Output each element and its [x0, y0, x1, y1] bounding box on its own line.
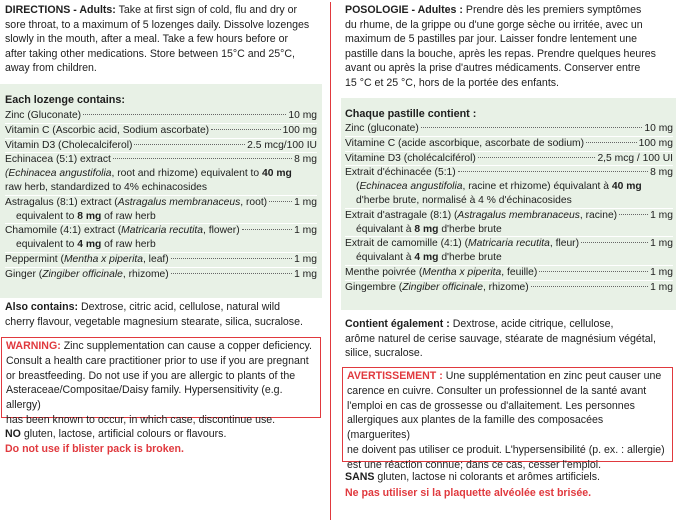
ingredient-text: 8 mg [77, 210, 102, 222]
ingredient-amount: 100 mg [282, 124, 317, 136]
ingredient-label [345, 237, 579, 251]
ingredient-text: 4 mg [414, 252, 439, 264]
free-from-statement: NO gluten, lactose, artificial colours or flavours. [5, 428, 227, 440]
ingredient-text: Gingembre ( [345, 281, 403, 293]
ingredient-text: Extrait d'échinacée (5:1) [345, 167, 456, 179]
ingredient-text: Ginger ( [5, 268, 43, 280]
ingredients-panel [0, 84, 322, 298]
ingredient-text: Vitamine C (acide ascorbique, ascorbate de sodium) [345, 137, 585, 149]
dot-leader [619, 214, 648, 215]
also-contains-label: Also contains: [5, 301, 78, 313]
ingredient-item [345, 208, 673, 237]
dot-leader [269, 201, 292, 202]
ingredient-text: of raw herb [101, 239, 156, 251]
ingredient-amount: 1 mg [294, 253, 317, 265]
ingredient-item [345, 280, 673, 295]
ingredient-text: , root and rhizome) equivalent to [111, 168, 263, 180]
ingredient-amount: 1 mg [650, 266, 673, 278]
ingredient-label [345, 281, 529, 295]
contient-line: arôme naturel de cerise sauvage, stéarate de magnésium végétal, [345, 332, 656, 345]
posologie-line: 15 °C et 25 °C, hors de la portée des enfants. [345, 76, 560, 89]
ingredient-line [345, 194, 673, 208]
ingredient-amount: 8 mg [650, 167, 673, 179]
ingredient-label [356, 195, 572, 206]
ingredient-line [345, 137, 673, 151]
also-contains-line: cherry flavour, vegetable magnesium stearate, silica, sucralose. [5, 315, 303, 328]
dot-leader [421, 127, 643, 128]
ingredient-item [345, 151, 673, 166]
free-from-label: NO [5, 428, 21, 440]
directions-label: DIRECTIONS - Adults: [5, 4, 116, 16]
blister-warning: Do not use if blister pack is broken. [5, 443, 184, 455]
contient-line: Contient également : Dextrose, acide citrique, cellulose, [345, 318, 614, 330]
column-divider [330, 2, 331, 520]
ingredient-text: Peppermint ( [5, 253, 64, 265]
ingredient-item [5, 138, 317, 153]
ingredient-line [345, 237, 673, 251]
posologie-line: pastille dans la bouche, après les repas. Prendre quelques heures [345, 47, 656, 60]
ingredient-text: , racine) [579, 209, 618, 221]
ingredient-amount: 10 mg [644, 123, 673, 134]
directions-section [5, 3, 309, 76]
ingredient-label [5, 253, 169, 267]
ingredient-text: Mentha x piperita [422, 266, 502, 278]
avertissement-line: ne doivent pas utiliser ce produit. L'hypersensibilité (p. ex. : allergie) [347, 443, 665, 456]
dot-leader [586, 142, 637, 143]
ingredient-amount: 10 mg [288, 110, 317, 121]
ingredient-text: Chamomile (4:1) extract ( [5, 225, 122, 237]
avertissement-line: est une réaction connue; dans ce cas, cesser l'emploi. [347, 458, 602, 471]
ingredient-text: , feuille) [501, 266, 538, 278]
ingredient-text: , leaf) [142, 253, 169, 265]
ingredient-label [345, 152, 476, 166]
dot-leader [478, 157, 596, 158]
ingredient-text: d'herbe brute [438, 223, 502, 235]
ingredient-line [5, 253, 317, 267]
ingredient-text: d'herbe brute, normalisé à 4 % d'échinacosides [356, 194, 572, 206]
ingredient-item [5, 152, 317, 194]
ingredient-text: , rhizome) [482, 281, 529, 293]
ingredient-item [345, 265, 673, 280]
ingredient-text: Mentha x piperita [63, 253, 143, 265]
ingredient-item [345, 165, 673, 207]
ingredient-item [345, 122, 673, 136]
ingredient-item [5, 267, 317, 282]
ingredient-amount: 1 mg [650, 209, 673, 221]
ingredient-label [345, 122, 419, 136]
avertissement-box [342, 367, 673, 471]
ingredient-text: raw herb, standardized to 4% echinacosides [5, 181, 208, 193]
ingredient-text: Extrait de camomille (4:1) ( [345, 238, 469, 250]
dot-leader [171, 258, 292, 259]
directions-line: away from children. [5, 62, 97, 75]
ingredient-text: , root) [240, 196, 268, 208]
ingredient-label [5, 168, 292, 179]
ingredient-label [356, 181, 642, 192]
warning-box [1, 337, 321, 426]
ingredient-text: Menthe poivrée ( [345, 266, 423, 278]
english-column [0, 0, 322, 521]
ingredient-label [345, 137, 584, 151]
ingredient-text: Extrait d'astragale (8:1) ( [345, 209, 458, 221]
ingredient-amount: 2.5 mcg/100 IU [247, 139, 317, 151]
ingredient-text: equivalent to [16, 210, 78, 222]
ingredient-line [345, 281, 673, 295]
warning-label: WARNING: [6, 340, 61, 352]
ingredient-text: Astragalus membranaceus [117, 196, 241, 208]
ingredient-label [5, 153, 111, 167]
posologie-label: POSOLOGIE - Adultes : [345, 4, 463, 16]
ingredient-amount: 1 mg [650, 238, 673, 250]
dot-leader [113, 158, 292, 159]
ingredient-amount: 1 mg [294, 196, 317, 208]
avertissement-line: allergiques aux plantes de la famille des composacées (marguerites) [347, 414, 604, 442]
ingredients-list-fr [345, 122, 673, 295]
sans-statement: SANS gluten, lactose ni colorants et arômes artificiels. [345, 471, 600, 483]
ingredient-label [356, 252, 502, 263]
directions-line: after taking other medications. Store between 15°C and 25°C, [5, 47, 295, 60]
dot-leader [171, 273, 292, 274]
ingredient-amount: 1 mg [294, 225, 317, 237]
ingredient-item [5, 223, 317, 252]
ingredient-line [5, 210, 317, 224]
ingredient-text: d'herbe brute [438, 252, 502, 264]
avertissement-line: l'emploi en cas de grossesse ou d'allaitement. Les personnes [347, 399, 635, 412]
warning-line: Consult a health care practitioner prior to use if you are pregnant [6, 354, 309, 367]
ingredient-amount: 100 mg [638, 137, 673, 149]
ingredient-label [5, 124, 209, 138]
ingredient-text: Zingiber officinale [402, 281, 483, 293]
ingredient-amount: 8 mg [294, 154, 317, 166]
ingredient-text: Astragalus (8:1) extract ( [5, 196, 118, 208]
ingredient-line [345, 266, 673, 280]
ingredient-text: Zinc (gluconate) [345, 123, 419, 134]
ingredient-line [345, 166, 673, 180]
ingredient-item [5, 123, 317, 138]
ingredient-label [16, 211, 156, 222]
directions-line: sore throat, to a maximum of 5 lozenges daily. Dissolve lozenges [5, 18, 310, 31]
ingredients-heading: Each lozenge contains: [5, 94, 125, 106]
dot-leader [134, 144, 245, 145]
ingredient-item [5, 252, 317, 267]
posologie-line: avant ou après la prise d'autres médicaments. Conserver entre [345, 62, 641, 75]
ingredient-label [5, 196, 267, 210]
ingredient-text: Zinc (Gluconate) [5, 110, 82, 121]
ingredient-line [5, 139, 317, 153]
ingredient-line [5, 224, 317, 238]
ingredient-line [345, 209, 673, 223]
ingredient-text: Astragalus membranaceus [457, 209, 580, 221]
posologie-line: POSOLOGIE - Adultes : Prendre dès les premiers symptômes [345, 4, 642, 16]
ingredient-item [5, 195, 317, 224]
ingredient-text: 40 mg [262, 168, 292, 180]
ingredient-line [5, 268, 317, 282]
sans-label: SANS [345, 471, 375, 483]
dot-leader [581, 242, 648, 243]
also-contains-section [5, 300, 303, 329]
ingredient-item [5, 109, 317, 123]
ingredients-panel-fr [341, 98, 676, 310]
ingredient-line [345, 122, 673, 136]
warning-line: has been known to occur, in which case, discontinue use. [6, 413, 276, 426]
ingredients-list [5, 109, 317, 282]
contient-label: Contient également : [345, 318, 450, 330]
avertissement-line: AVERTISSEMENT : Une supplémentation en zinc peut causer une [347, 370, 662, 382]
ingredient-line [345, 152, 673, 166]
avertissement-label: AVERTISSEMENT : [347, 370, 443, 382]
ingredient-text: équivalant à [356, 252, 415, 264]
ingredient-item [345, 136, 673, 151]
ingredient-text: Matricaria recutita [468, 238, 550, 250]
ingredient-text: Matricaria recutita [121, 225, 203, 237]
ingredient-text: , racine et rhizome) équivalant à [462, 181, 612, 193]
ingredient-text: equivalent to [16, 239, 78, 251]
dot-leader [458, 171, 648, 172]
posologie-section [345, 3, 656, 91]
contient-egalement-section [345, 317, 656, 361]
ingredient-amount: 1 mg [294, 268, 317, 280]
ingredient-label [345, 166, 456, 180]
warning-line: or breastfeeding. Do not use if you are allergic to plants of the [6, 369, 296, 382]
ingredient-text: Vitamin D3 (Cholecalciferol) [5, 139, 133, 151]
ingredient-line [5, 196, 317, 210]
contient-line: silice, sucralose. [345, 347, 423, 360]
ingredient-label [345, 266, 537, 280]
ingredient-amount: 1 mg [650, 281, 673, 293]
ingredient-line [5, 124, 317, 138]
ingredient-line [5, 153, 317, 167]
warning-text [2, 338, 320, 428]
ingredient-label [5, 224, 240, 238]
ingredient-label [5, 268, 169, 282]
ingredient-text: , rhizome) [122, 268, 169, 280]
ingredient-line [5, 238, 317, 252]
ingredient-text: , flower) [203, 225, 240, 237]
french-column [341, 0, 677, 521]
warning-line: WARNING: Zinc supplementation can cause a copper deficiency. [6, 340, 312, 352]
ingredient-text: Zingiber officinale [42, 268, 123, 280]
ingredient-label [356, 224, 502, 235]
ingredient-label [5, 109, 81, 123]
plaquette-warning: Ne pas utiliser si la plaquette alvéolée est brisée. [345, 487, 592, 499]
avertissement-line: carence en cuivre. Consulter un professionnel de la santé avant [347, 384, 647, 397]
dot-leader [242, 229, 292, 230]
dot-leader [211, 129, 281, 130]
ingredient-text: , fleur) [549, 238, 580, 250]
posologie-line: maximum de 5 pastilles par jour. Laisser fondre lentement une [345, 33, 638, 46]
ingredient-text: Echinacea angustifolia [359, 181, 463, 193]
ingredient-line [345, 251, 673, 265]
ingredient-label [16, 239, 156, 250]
also-contains-line: Also contains: Dextrose, citric acid, cellulose, natural wild [5, 301, 280, 313]
avertissement-text [343, 368, 672, 473]
ingredient-label [345, 209, 617, 223]
ingredient-text: of raw herb [101, 210, 156, 222]
ingredient-line [5, 167, 317, 181]
ingredient-text: équivalant à [356, 223, 415, 235]
ingredient-label [5, 182, 207, 193]
ingredient-item [345, 236, 673, 265]
dot-leader [539, 271, 648, 272]
ingredients-heading-fr: Chaque pastille contient : [345, 108, 477, 120]
ingredient-text: (Echinacea angustifolia [5, 168, 112, 180]
ingredient-text: Vitamin C (Ascorbic acid, Sodium ascorbate) [5, 124, 210, 136]
ingredient-line [5, 109, 317, 123]
ingredient-amount: 2,5 mcg / 100 UI [597, 152, 673, 164]
directions-line: slowly in the mouth, after a meal. Take a few hours before or [5, 33, 289, 46]
dot-leader [531, 286, 648, 287]
ingredient-line [5, 181, 317, 195]
ingredient-line [345, 180, 673, 194]
ingredient-text: 8 mg [414, 223, 439, 235]
ingredient-text: 40 mg [611, 181, 642, 193]
ingredient-text: Echinacea (5:1) extract [5, 154, 111, 166]
posologie-line: du rhume, de la grippe ou d'une gorge sèche ou irritée, avec un [345, 18, 643, 31]
ingredient-text: 4 mg [77, 239, 102, 251]
ingredient-text: Vitamine D3 (cholécalciférol) [345, 152, 476, 164]
ingredient-label [5, 139, 132, 153]
directions-line: DIRECTIONS - Adults: Take at first sign of cold, flu and dry or [5, 4, 298, 16]
warning-line: Asteraceae/Compositae/Daisy family. Hypersensitivity (e.g. allergy) [6, 384, 283, 412]
ingredient-line [345, 223, 673, 237]
dot-leader [83, 114, 286, 115]
ingredient-text: ( [356, 181, 360, 193]
